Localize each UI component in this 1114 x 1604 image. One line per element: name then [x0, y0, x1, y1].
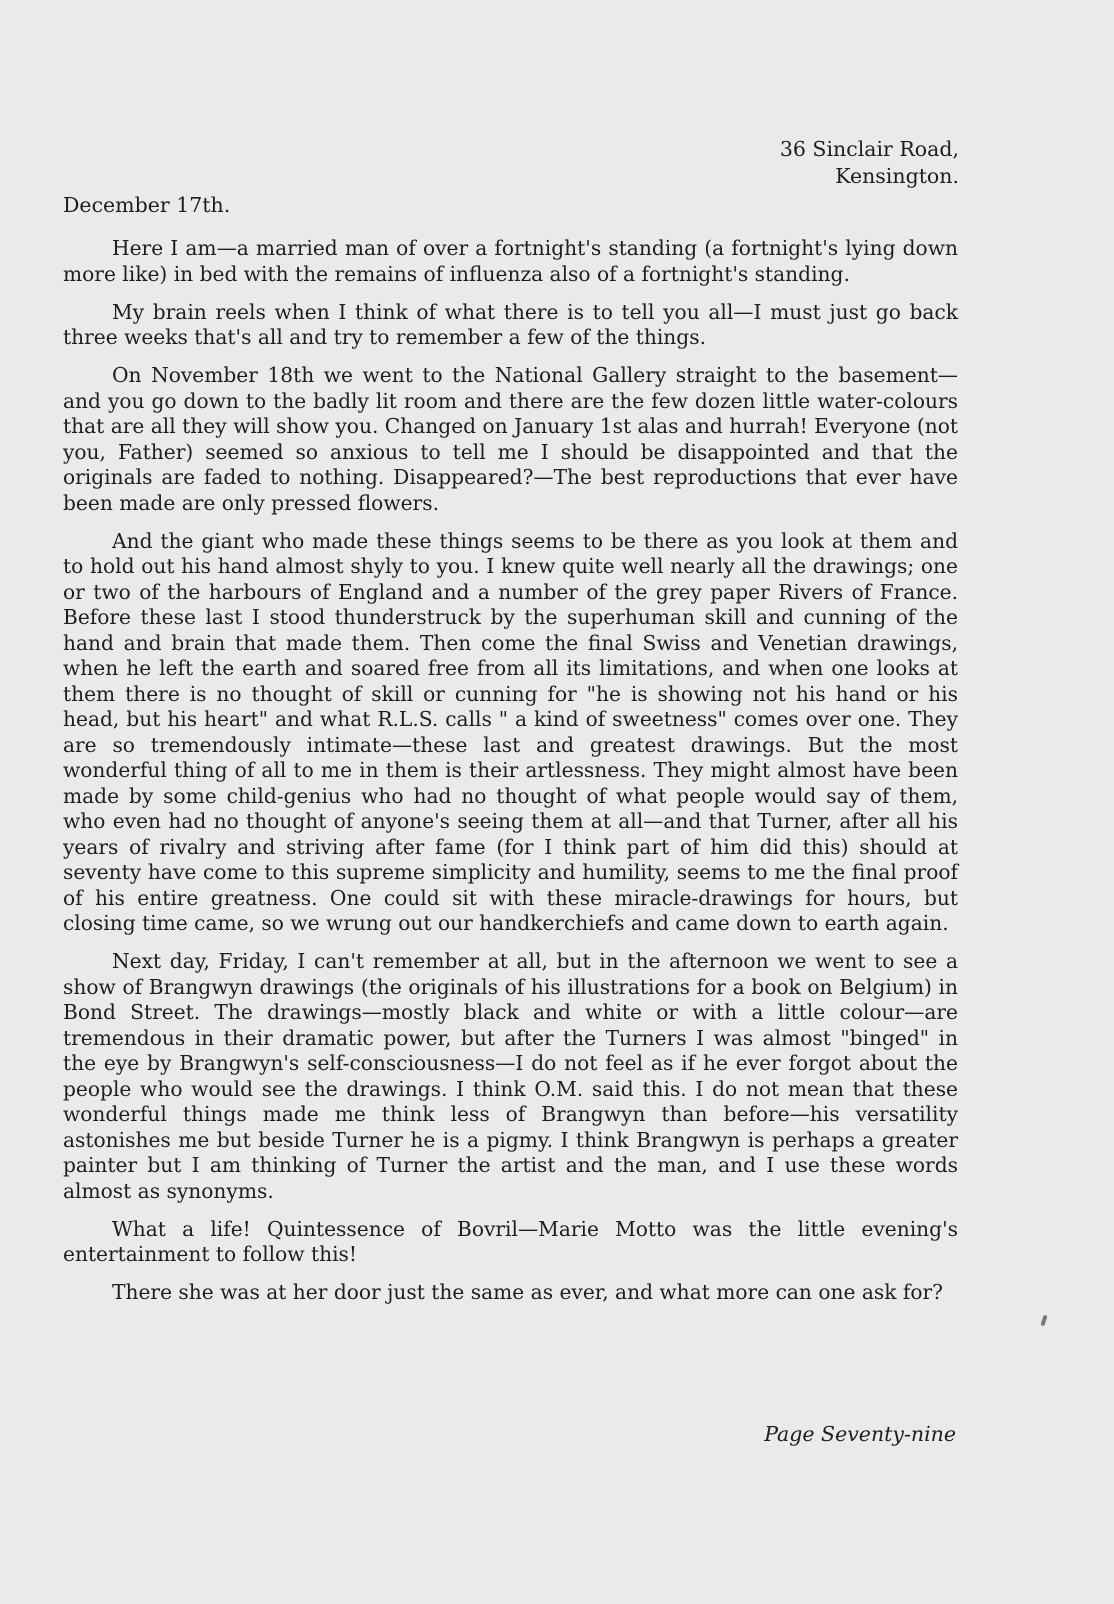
letter-body	[63, 236, 958, 1318]
address-street: 36 Sinclair Road,	[779, 137, 959, 161]
paragraph: What a life! Quintessence of Bovril—Marie Motto was the little evening's entertainment to follow this!	[63, 1216, 958, 1266]
paragraph: And the giant who made these things seems to be there as you look at them and to hold out his hand almost shyly to you. I knew quite well nearly all the drawings; one or two of the harbours of England and a number of the grey paper Rivers of France. Before these last I stood thunderstruck by the superhuman skill and cunning of the hand and brain that made them. Then come the final Swiss and Venetian drawings, when he left the earth and soared free from all its limitations, and when one looks at them there is no thought of skill or cunning for "he is showing not his hand or his head, but his heart" and what R.L.S. calls " a kind of sweetness" comes over one. They are so tremendously intimate—these last and greatest drawings. But the most wonderful thing of all to me in them is their artlessness. They might almost have been made by some child-genius who had no thought of what people would say of them, who even had no thought of anyone's seeing them at all—and that Turner, after all his years of rivalry and striving after fame (for I think part of him did this) should at seventy have come to this supreme simplicity and humility, seems to me the final proof of his entire greatness. One could sit with these miracle-drawings for hours, but closing time came, so we wrung out our handkerchiefs and came down to earth again.	[63, 528, 958, 935]
paragraph: My brain reels when I think of what there is to tell you all—I must just go back three weeks that's all and try to remember a few of the things.	[63, 299, 958, 349]
paragraph: On November 18th we went to the National Gallery straight to the basement—and you go down to the badly lit room and there are the few dozen little water-colours that are all they will show you. Changed on January 1st alas and hurrah! Everyone (not you, Father) seemed so anxious to tell me I should be disappointed and that the originals are faded to nothing. Disappeared?—The best reproductions that ever have been made are only pressed flowers.	[63, 363, 958, 515]
paragraph: Here I am—a married man of over a fortnight's standing (a fortnight's lying down more like) in bed with the remains of influenza also of a fortnight's standing.	[63, 236, 958, 286]
address-district: Kensington.	[835, 164, 959, 188]
sender-address	[780, 136, 959, 190]
ink-speck	[1040, 1315, 1047, 1327]
page-number: Page Seventy-nine	[764, 1422, 956, 1446]
paragraph: There she was at her door just the same as ever, and what more can one ask for?	[112, 1280, 943, 1304]
paragraph: Next day, Friday, I can't remember at all, but in the afternoon we went to see a show of Brangwyn drawings (the originals of his illustrations for a book on Belgium) in Bond Street. The drawings—mostly black and white or with a little colour—are tremendous in their dramatic power, but after the Turners I was almost "binged" in the eye by Brangwyn's self-consciousness—I do not feel as if he ever forgot about the people who would see the drawings. I think O.M. said this. I do not mean that these wonderful things made me think less of Brangwyn than before—his versatility astonishes me but beside Turner he is a pigmy. I think Brangwyn is perhaps a greater painter but I am thinking of Turner the artist and the man, and I use these words almost as synonyms.	[63, 949, 958, 1203]
letter-date: December 17th.	[63, 193, 231, 217]
